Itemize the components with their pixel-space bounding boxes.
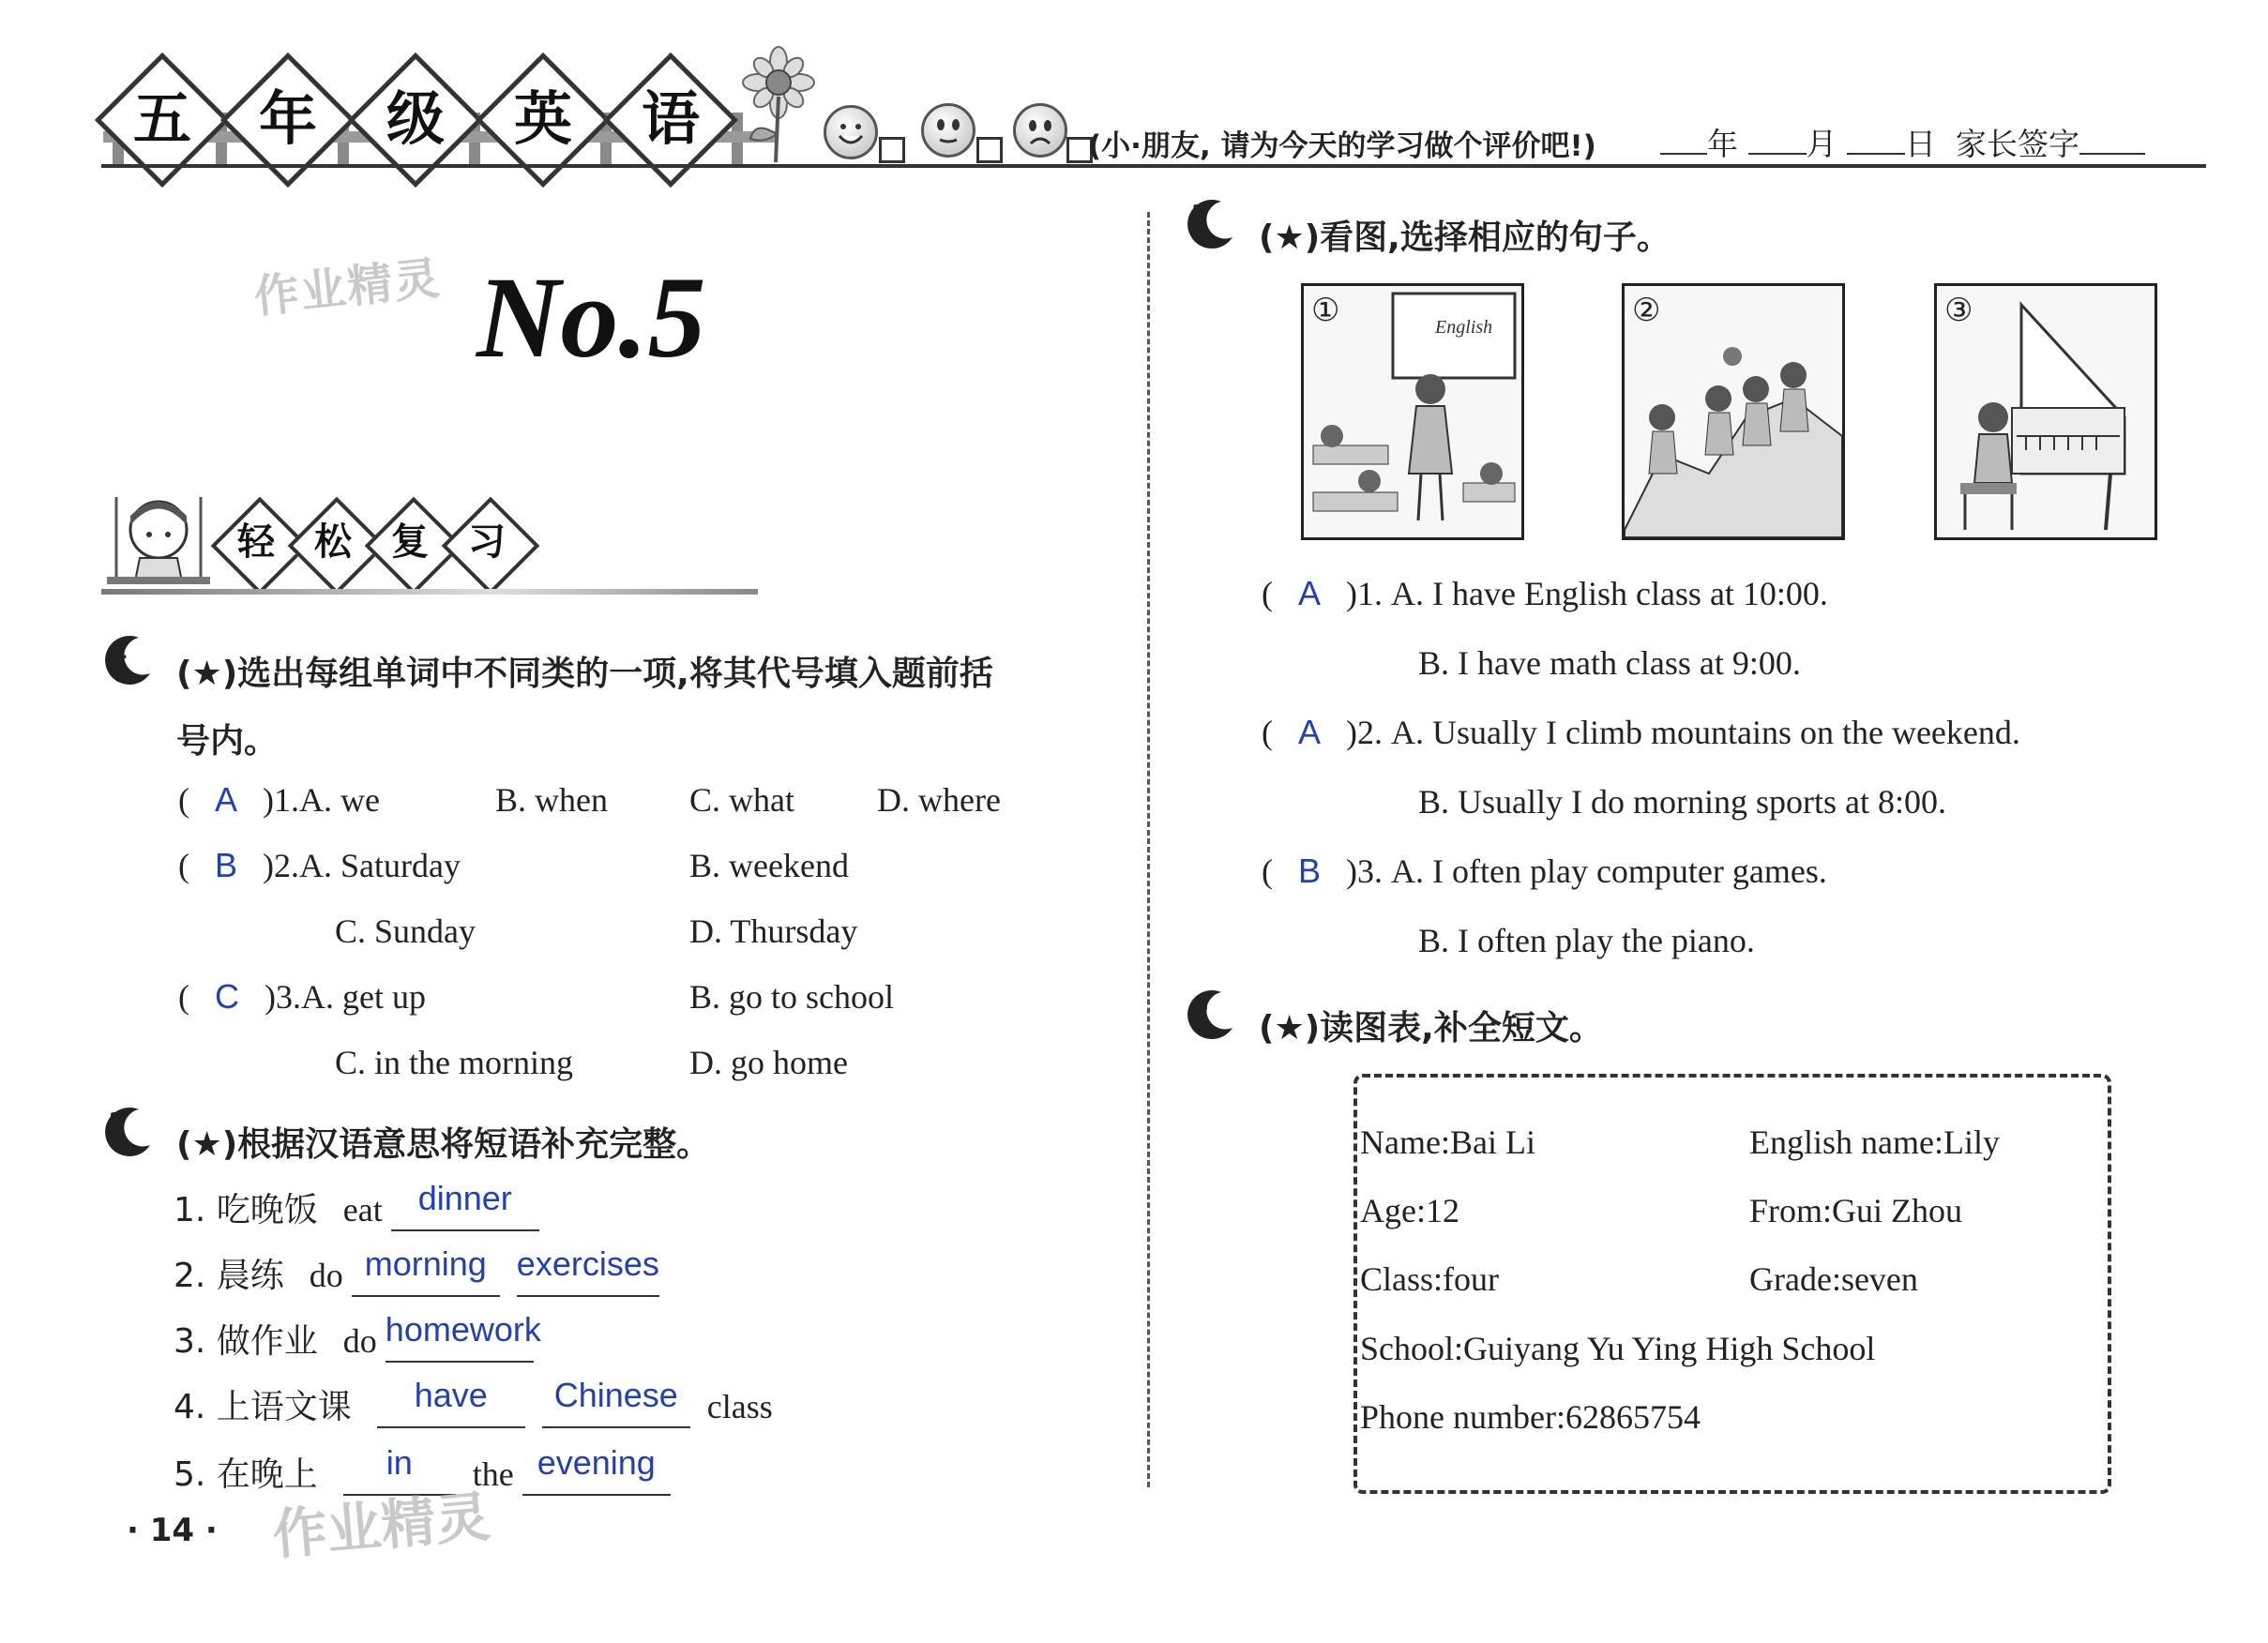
section-3-question: ( A )2. A. Usually I climb mountains on the weekend. <box>1262 713 2020 751</box>
svg-text:3: 3 <box>1191 201 1209 229</box>
girl-on-swing-icon <box>98 488 219 600</box>
section-1-moon-icon <box>101 630 158 686</box>
info-grade: Grade:seven <box>1749 1260 1918 1298</box>
option: B. when <box>495 781 608 819</box>
page-number: · 14 · <box>127 1512 218 1549</box>
option: B. I often play the piano. <box>1418 922 1755 959</box>
blank-answer[interactable]: exercises <box>516 1244 659 1283</box>
header-title-char: 语 <box>641 84 700 153</box>
section-3-instruction: (★)看图,选择相应的句子。 <box>1259 219 1671 257</box>
info-name: Name:Bai Li <box>1360 1123 1535 1161</box>
option: D. go home <box>689 1044 848 1081</box>
section-1-question: ( C )3.A. get up <box>178 977 426 1016</box>
header-rule <box>101 164 2206 168</box>
info-from: From:Gui Zhou <box>1749 1192 1963 1229</box>
parent-signature-label: 家长签字 <box>1955 126 2079 162</box>
picture-number: ① <box>1311 292 1340 329</box>
board-text: English <box>1435 317 1493 338</box>
happy-checkbox[interactable] <box>879 137 905 163</box>
review-banner-char: 轻 <box>237 520 275 564</box>
section-3-moon-icon <box>1184 194 1240 250</box>
blank-answer[interactable]: homework <box>385 1310 541 1349</box>
header-title-char: 年 <box>258 84 317 153</box>
neutral-checkbox[interactable] <box>976 137 1003 163</box>
section-1-question: ( B )2.A. Saturday <box>178 846 461 884</box>
phrase-item: 5. 在晚上 in the evening <box>174 1448 671 1496</box>
section-2-moon-icon <box>101 1102 158 1158</box>
year-label: 年 <box>1707 126 1738 162</box>
phrase-item: 1. 吃晚饭 eat dinner <box>174 1183 539 1231</box>
unit-watermark: 作业精灵 <box>251 251 444 324</box>
header-title-char: 级 <box>386 84 445 153</box>
picture-number: ② <box>1632 292 1661 329</box>
phrase-item: 4. 上语文课 have Chinese class <box>174 1376 773 1426</box>
option: B. go to school <box>689 978 895 1016</box>
section-1-instruction-line1: (★)选出每组单词中不同类的一项,将其代号填入题前括 <box>176 655 993 693</box>
answer[interactable]: C <box>215 977 239 1016</box>
option: D. Thursday <box>689 912 858 950</box>
option: B. weekend <box>689 847 849 884</box>
answer[interactable]: B <box>1298 852 1322 890</box>
review-banner-char: 习 <box>468 520 506 564</box>
section-2-instruction: (★)根据汉语意思将短语补充完整。 <box>176 1125 711 1164</box>
section-4-moon-icon <box>1184 985 1240 1041</box>
option: B. Usually I do morning sports at 8:00. <box>1418 783 1946 821</box>
option: D. where <box>877 781 1001 819</box>
day-label: 日 <box>1905 126 1936 162</box>
review-banner-char: 复 <box>391 520 429 564</box>
date-signature-row <box>1660 120 2145 164</box>
sunflower-icon <box>736 45 821 167</box>
picture-mountain-climbing <box>1622 283 1845 540</box>
section-4-instruction: (★)读图表,补全短文。 <box>1259 1009 1603 1048</box>
picture-piano <box>1934 283 2157 540</box>
option: B. I have math class at 9:00. <box>1418 644 1801 682</box>
section-3-question: ( B )3. A. I often play computer games. <box>1262 852 1827 890</box>
review-banner-char: 松 <box>314 520 352 564</box>
section-1-question: ( A )1.A. we <box>178 780 380 819</box>
svg-text:2: 2 <box>109 1108 127 1137</box>
evaluation-prompt: (小·朋友, 请为今天的学习做个评价吧!) <box>1088 129 1596 163</box>
blank-answer[interactable]: morning <box>364 1244 487 1283</box>
svg-text:1: 1 <box>111 637 129 665</box>
answer[interactable]: B <box>215 846 238 884</box>
blank-answer[interactable]: have <box>414 1376 488 1414</box>
sad-face-icon <box>1013 103 1067 158</box>
unit-title: No.5 <box>476 253 706 382</box>
month-label: 月 <box>1806 126 1837 162</box>
info-phone: Phone number:62865754 <box>1360 1398 1701 1436</box>
blank-answer[interactable]: dinner <box>417 1179 512 1217</box>
picture-classroom <box>1301 283 1524 540</box>
phrase-item: 3. 做作业 do homework <box>174 1310 541 1361</box>
blank-answer[interactable]: evening <box>537 1443 656 1482</box>
happy-face-icon <box>824 105 878 159</box>
blank-answer[interactable]: Chinese <box>553 1376 678 1414</box>
neutral-face-icon <box>921 103 975 158</box>
header-title-char: 五 <box>132 84 191 153</box>
info-class: Class:four <box>1360 1260 1499 1298</box>
column-divider <box>1147 212 1150 1487</box>
footer-watermark: 作业精灵 <box>269 1484 492 1567</box>
option: C. what <box>689 781 794 819</box>
section-3-question: ( A )1. A. I have English class at 10:00. <box>1262 574 1828 612</box>
answer[interactable]: A <box>1298 713 1322 751</box>
info-english-name: English name:Lily <box>1749 1123 2000 1161</box>
answer[interactable]: A <box>215 780 238 819</box>
option: C. in the morning <box>335 1044 573 1081</box>
phrase-item: 2. 晨练 do morning exercises <box>174 1244 659 1295</box>
picture-number: ③ <box>1944 292 1973 329</box>
info-school: School:Guiyang Yu Ying High School <box>1360 1330 1876 1367</box>
option: C. Sunday <box>335 912 476 950</box>
header-title-char: 英 <box>513 84 572 153</box>
svg-text:4: 4 <box>1191 991 1209 1019</box>
info-age: Age:12 <box>1360 1192 1459 1229</box>
info-card <box>1353 1074 2111 1494</box>
blank-answer[interactable]: in <box>386 1443 413 1482</box>
section-1-instruction-line2: 号内。 <box>176 722 279 761</box>
answer[interactable]: A <box>1298 574 1322 612</box>
